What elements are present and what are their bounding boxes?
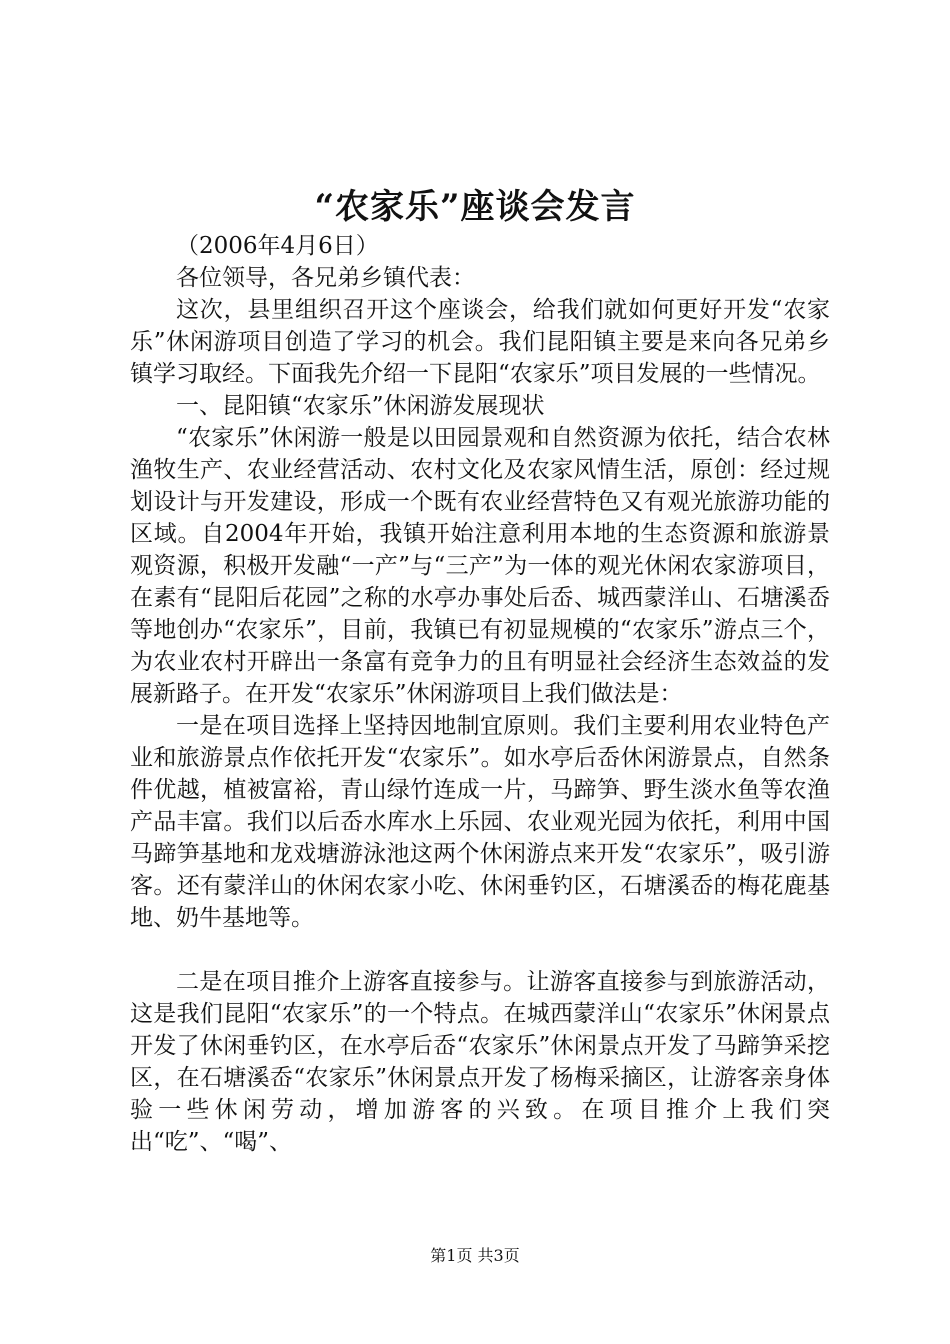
date-line: （2006年4月6日） (176, 233, 379, 259)
paragraph-point-two: 二是在项目推介上游客直接参与。让游客直接参与到旅游活动，这是我们昆阳“农家乐”的一个特点。在城西蒙洋山“农家乐”休闲景点开发了休闲垂钓区，在水亭后岙“农家乐”休闲景点开发了马蹄笋采挖区，在石塘溪岙“农家乐”休闲景点开发了杨梅采摘区，让游客亲身体验一些休闲劳动，增加游客的兴致。在项目推介上我们突出“吃”、“喝”、 (130, 969, 830, 1155)
document-body (130, 230, 830, 1158)
document-title: “农家乐”座谈会发言 (314, 187, 636, 227)
paragraph-point-one: 一是在项目选择上坚持因地制宜原则。我们主要利用农业特色产业和旅游景点作依托开发“农家乐”。如水亭后岙休闲游景点，自然条件优越，植被富裕，青山绿竹连成一片，马蹄笋、野生淡水鱼等农渔产品丰富。我们以后岙水库水上乐园、农业观光园为依托，利用中国马蹄笋基地和龙戏塘游泳池这两个休闲游点来开发“农家乐”，吸引游客。还有蒙洋山的休闲农家小吃、休闲垂钓区，石塘溪岙的梅花鹿基地、奶牛基地等。 (130, 713, 830, 931)
salutation: 各位领导，各兄弟乡镇代表： (176, 265, 475, 291)
paragraph-overview: “农家乐”休闲游一般是以田园景观和自然资源为依托，结合农林渔牧生产、农业经营活动、农村文化及农家风情生活，原创：经过规划设计与开发建设，形成一个既有农业经营特色又有观光旅游功能的区域。自2004年开始，我镇开始注意利用本地的生态资源和旅游景观资源，积极开发融“一产”与“三产”为一体的观光休闲农家游项目，在素有“昆阳后花园”之称的水亭办事处后岙、城西蒙洋山、石塘溪岙等地创办“农家乐”，目前，我镇已有初显规模的“农家乐”游点三个，为农业农村开辟出一条富有竞争力的且有明显社会经济生态效益的发展新路子。在开发“农家乐”休闲游项目上我们做法是： (130, 425, 830, 707)
section-heading: 一、昆阳镇“农家乐”休闲游发展现状 (176, 393, 545, 419)
page-footer: 第1页 共3页 (430, 1246, 520, 1265)
paragraph-intro: 这次，县里组织召开这个座谈会，给我们就如何更好开发“农家乐”休闲游项目创造了学习的机会。我们昆阳镇主要是来向各兄弟乡镇学习取经。下面我先介绍一下昆阳“农家乐”项目发展的一些情况。 (130, 297, 830, 387)
